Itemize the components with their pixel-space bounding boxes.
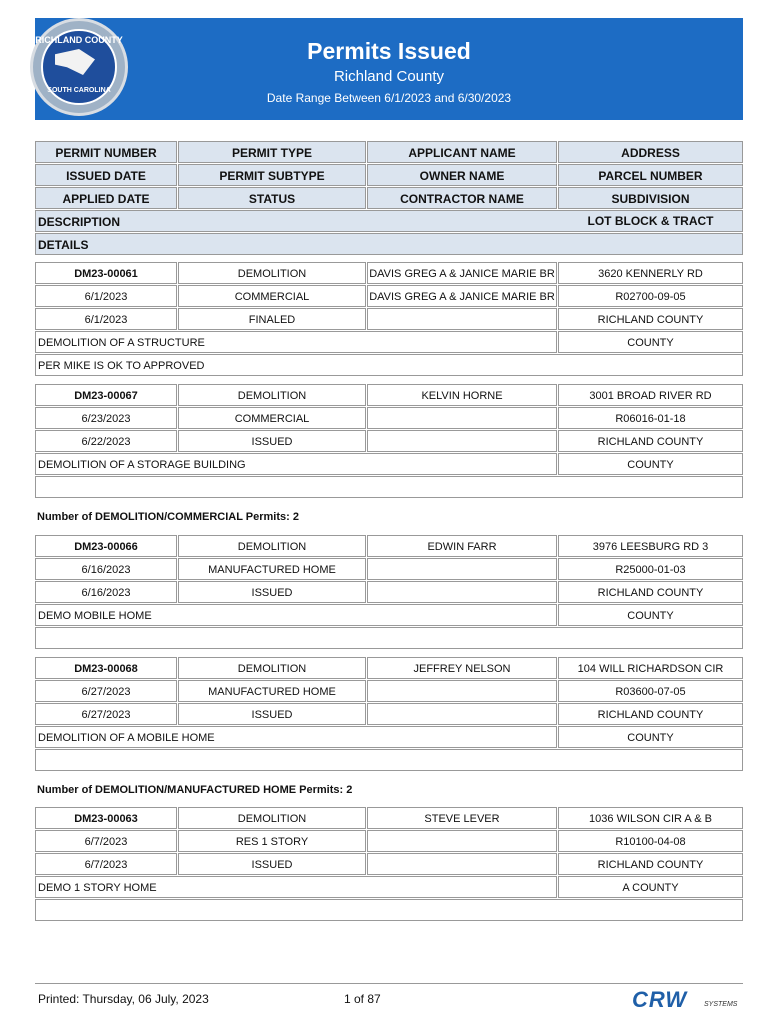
permit-issued: 6/1/2023 (35, 285, 177, 307)
permit-type: DEMOLITION (178, 384, 366, 406)
page-number: 1 of 87 (344, 992, 381, 1006)
permit-contractor (367, 853, 557, 875)
crw-logo: CRW (632, 987, 688, 1012)
permit-details: PER MIKE IS OK TO APPROVED (35, 354, 743, 376)
seal-text-top: RICHLAND COUNTY (35, 35, 123, 45)
date-range: Date Range Between 6/1/2023 and 6/30/2023 (266, 91, 512, 105)
permit-subdivision: RICHLAND COUNTY (558, 853, 743, 875)
permit-status: ISSUED (178, 430, 366, 452)
col-status: STATUS (178, 187, 366, 209)
permit-applicant: EDWIN FARR (367, 535, 557, 557)
permit-address: 1036 WILSON CIR A & B (558, 807, 743, 829)
footer-divider (35, 983, 743, 984)
permit-details (35, 899, 743, 921)
permit-parcel: R10100-04-08 (558, 830, 743, 852)
permit-issued: 6/7/2023 (35, 830, 177, 852)
permit-status: FINALED (178, 308, 366, 330)
col-description: DESCRIPTION (35, 210, 743, 232)
permit-contractor (367, 430, 557, 452)
crw-logo-sub: SYSTEMS (704, 1001, 738, 1008)
permit-parcel: R02700-09-05 (558, 285, 743, 307)
permit-subdivision: RICHLAND COUNTY (558, 581, 743, 603)
permit-description: DEMOLITION OF A STORAGE BUILDING (35, 453, 557, 475)
permit-type: DEMOLITION (178, 657, 366, 679)
col-permit-number: PERMIT NUMBER (35, 141, 177, 163)
permit-lot-block-tract: A COUNTY (558, 876, 743, 898)
permit-type: DEMOLITION (178, 262, 366, 284)
permit-address: 3001 BROAD RIVER RD (558, 384, 743, 406)
permit-subtype: RES 1 STORY (178, 830, 366, 852)
permit-number: DM23-00068 (35, 657, 177, 679)
col-address: ADDRESS (558, 141, 743, 163)
permit-details (35, 627, 743, 649)
permit-type: DEMOLITION (178, 807, 366, 829)
permit-address: 104 WILL RICHARDSON CIR (558, 657, 743, 679)
permit-number: DM23-00061 (35, 262, 177, 284)
permit-parcel: R03600-07-05 (558, 680, 743, 702)
col-owner-name: OWNER NAME (367, 164, 557, 186)
permit-applicant: KELVIN HORNE (367, 384, 557, 406)
permit-owner: DAVIS GREG A & JANICE MARIE BR (367, 285, 557, 307)
col-applied-date: APPLIED DATE (35, 187, 177, 209)
permit-lot-block-tract: COUNTY (558, 453, 743, 475)
permit-subtype: COMMERCIAL (178, 407, 366, 429)
col-permit-type: PERMIT TYPE (178, 141, 366, 163)
permit-subtype: COMMERCIAL (178, 285, 366, 307)
permit-subtype: MANUFACTURED HOME (178, 558, 366, 580)
permit-subdivision: RICHLAND COUNTY (558, 703, 743, 725)
permit-applied: 6/1/2023 (35, 308, 177, 330)
permit-address: 3976 LEESBURG RD 3 (558, 535, 743, 557)
permit-parcel: R25000-01-03 (558, 558, 743, 580)
permit-status: ISSUED (178, 853, 366, 875)
permit-applied: 6/16/2023 (35, 581, 177, 603)
permit-subtype: MANUFACTURED HOME (178, 680, 366, 702)
permit-lot-block-tract: COUNTY (558, 604, 743, 626)
permit-details (35, 749, 743, 771)
col-details: DETAILS (35, 233, 743, 255)
permit-details (35, 476, 743, 498)
county-name: Richland County (333, 68, 445, 85)
printed-date: Printed: Thursday, 06 July, 2023 (38, 992, 209, 1006)
report-header-banner (35, 18, 743, 120)
permit-issued: 6/23/2023 (35, 407, 177, 429)
county-seal-icon (30, 18, 128, 116)
permit-issued: 6/27/2023 (35, 680, 177, 702)
permit-number: DM23-00067 (35, 384, 177, 406)
col-contractor-name: CONTRACTOR NAME (367, 187, 557, 209)
permit-status: ISSUED (178, 581, 366, 603)
permit-owner (367, 558, 557, 580)
permit-address: 3620 KENNERLY RD (558, 262, 743, 284)
permit-contractor (367, 703, 557, 725)
permit-subdivision: RICHLAND COUNTY (558, 308, 743, 330)
col-issued-date: ISSUED DATE (35, 164, 177, 186)
permit-type: DEMOLITION (178, 535, 366, 557)
permit-owner (367, 830, 557, 852)
permit-contractor (367, 581, 557, 603)
permit-applied: 6/22/2023 (35, 430, 177, 452)
col-applicant-name: APPLICANT NAME (367, 141, 557, 163)
permit-description: DEMOLITION OF A STRUCTURE (35, 331, 557, 353)
permit-owner (367, 407, 557, 429)
permit-applied: 6/7/2023 (35, 853, 177, 875)
permit-number: DM23-00066 (35, 535, 177, 557)
report-title: Permits Issued (307, 38, 471, 64)
permit-parcel: R06016-01-18 (558, 407, 743, 429)
seal-text-bottom: SOUTH CAROLINA (47, 87, 111, 94)
permit-description: DEMO 1 STORY HOME (35, 876, 557, 898)
permit-count-summary: Number of DEMOLITION/MANUFACTURED HOME Permits: 2 (37, 784, 353, 796)
permit-applicant: DAVIS GREG A & JANICE MARIE BR (367, 262, 557, 284)
permit-contractor (367, 308, 557, 330)
permit-applicant: STEVE LEVER (367, 807, 557, 829)
col-lot-block-tract: LOT BLOCK & TRACT (587, 214, 714, 228)
permit-count-summary: Number of DEMOLITION/COMMERCIAL Permits: 2 (37, 511, 299, 523)
permit-description: DEMO MOBILE HOME (35, 604, 557, 626)
permit-applicant: JEFFREY NELSON (367, 657, 557, 679)
permit-description: DEMOLITION OF A MOBILE HOME (35, 726, 557, 748)
permit-number: DM23-00063 (35, 807, 177, 829)
permit-lot-block-tract: COUNTY (558, 726, 743, 748)
permit-issued: 6/16/2023 (35, 558, 177, 580)
permit-subdivision: RICHLAND COUNTY (558, 430, 743, 452)
permit-status: ISSUED (178, 703, 366, 725)
permit-owner (367, 680, 557, 702)
permit-lot-block-tract: COUNTY (558, 331, 743, 353)
col-subdivision: SUBDIVISION (558, 187, 743, 209)
col-parcel-number: PARCEL NUMBER (558, 164, 743, 186)
permit-applied: 6/27/2023 (35, 703, 177, 725)
col-permit-subtype: PERMIT SUBTYPE (178, 164, 366, 186)
